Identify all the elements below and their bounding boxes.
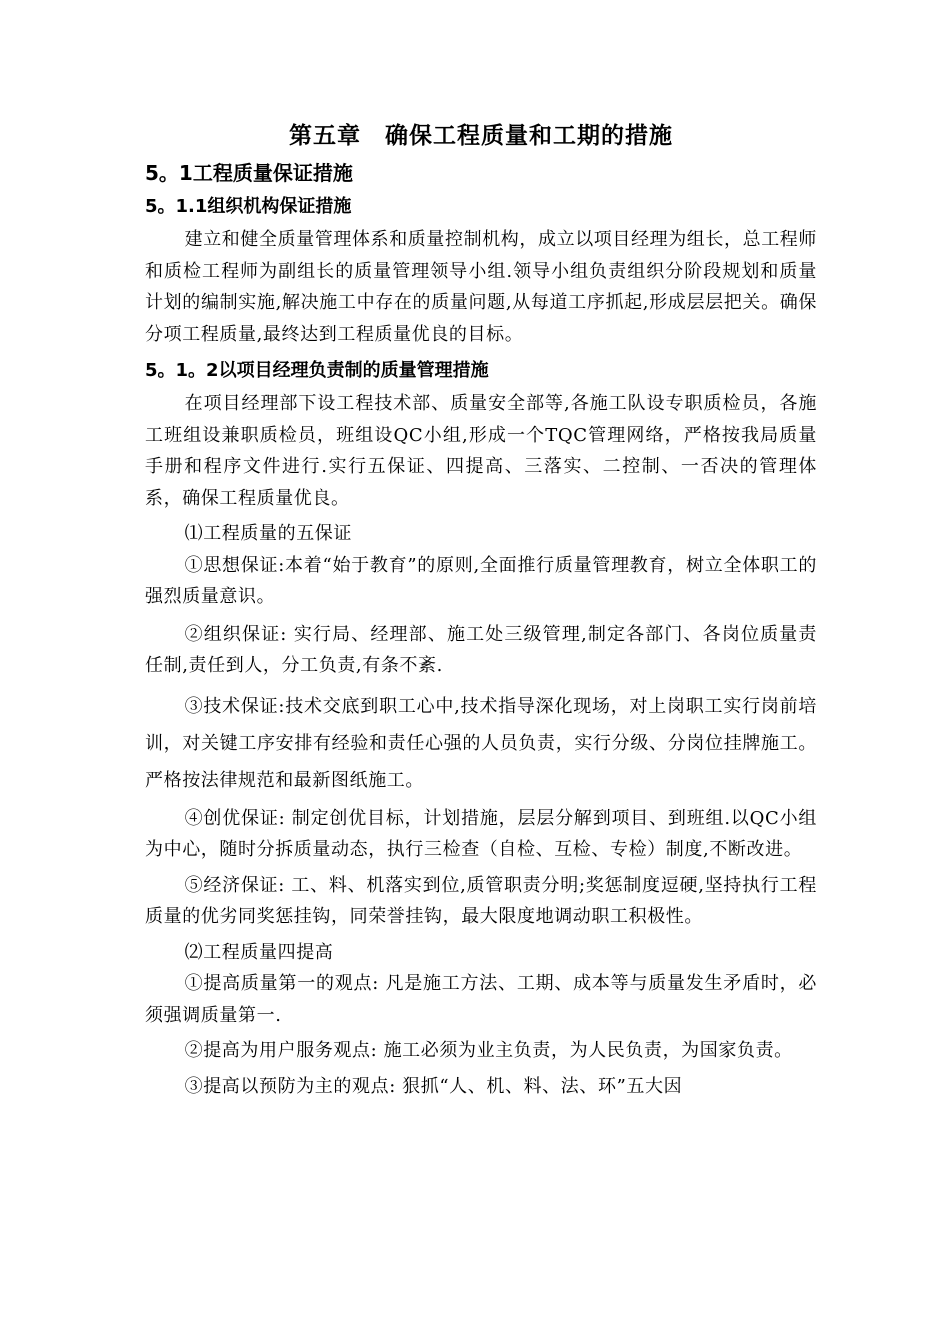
list-item-economic-guarantee: ⑤经济保证: 工、料、机落实到位,质管职责分明;奖惩制度逗硬,坚持执行工程质量的优劣同奖惩挂钩，同荣誉挂钩，最大限度地调动职工积极性。 <box>145 874 817 927</box>
list-item-organization-guarantee: ②组织保证: 实行局、经理部、施工处三级管理,制定各部门、各岗位质量责任制,责任到人，分工负责,有条不紊. <box>145 623 817 676</box>
section-heading-5-1: 5。1工程质量保证措施 <box>145 161 353 185</box>
list-item-technical-guarantee: ③技术保证:技术交底到职工心中,技术指导深化现场，对上岗职工实行岗前培训，对关键工序安排有经验和责任心强的人员负责，实行分级、分岗位挂牌施工。严格按法律规范和最新图纸施工。 <box>145 695 817 791</box>
list-heading-five-guarantees: ⑴工程质量的五保证 <box>184 523 352 544</box>
paragraph-project-manager: 在项目经理部下设工程技术部、质量安全部等,各施工队设专职质检员，各施工班组设兼职质检员，班组设QC小组,形成一个TQC管理网络，严格按我局质量手册和程序文件进行.实行五保证、四提高、三落实、二控制、一否决的管理体系，确保工程质量优良。 <box>145 393 817 509</box>
chapter-title: 第五章 确保工程质量和工期的措施 <box>289 123 673 149</box>
document-page <box>145 118 817 1102</box>
list-item-customer-service: ②提高为用户服务观点: 施工必须为业主负责，为人民负责，为国家负责。 <box>184 1040 793 1061</box>
list-heading-four-improvements: ⑵工程质量四提高 <box>184 941 334 963</box>
list-item-thought-guarantee: ①思想保证:本着“始于教育”的原则,全面推行质量管理教育，树立全体职工的强烈质量意识。 <box>145 554 817 607</box>
section-heading-5-1-2: 5。1。2以项目经理负责制的质量管理措施 <box>145 360 489 381</box>
paragraph-organization: 建立和健全质量管理体系和质量控制机构，成立以项目经理为组长，总工程师和质检工程师为副组长的质量管理领导小组.领导小组负责组织分阶段规划和质量计划的编制实施,解决施工中存在的质量问题,从每道工序抓起,形成层层把关。确保分项工程质量,最终达到工程质量优良的目标。 <box>145 229 817 345</box>
list-item-prevention: ③提高以预防为主的观点: 狠抓“人、机、料、法、环”五大因 <box>184 1075 683 1097</box>
section-heading-5-1-1: 5。1.1组织机构保证措施 <box>145 196 352 217</box>
list-item-excellence-guarantee: ④创优保证: 制定创优目标，计划措施，层层分解到项目、到班组.以QC小组为中心，随时分拆质量动态，执行三检查（自检、互检、专检）制度,不断改进。 <box>145 807 817 860</box>
list-item-quality-first: ①提高质量第一的观点: 凡是施工方法、工期、成本等与质量发生矛盾时，必须强调质量第一. <box>145 973 817 1026</box>
